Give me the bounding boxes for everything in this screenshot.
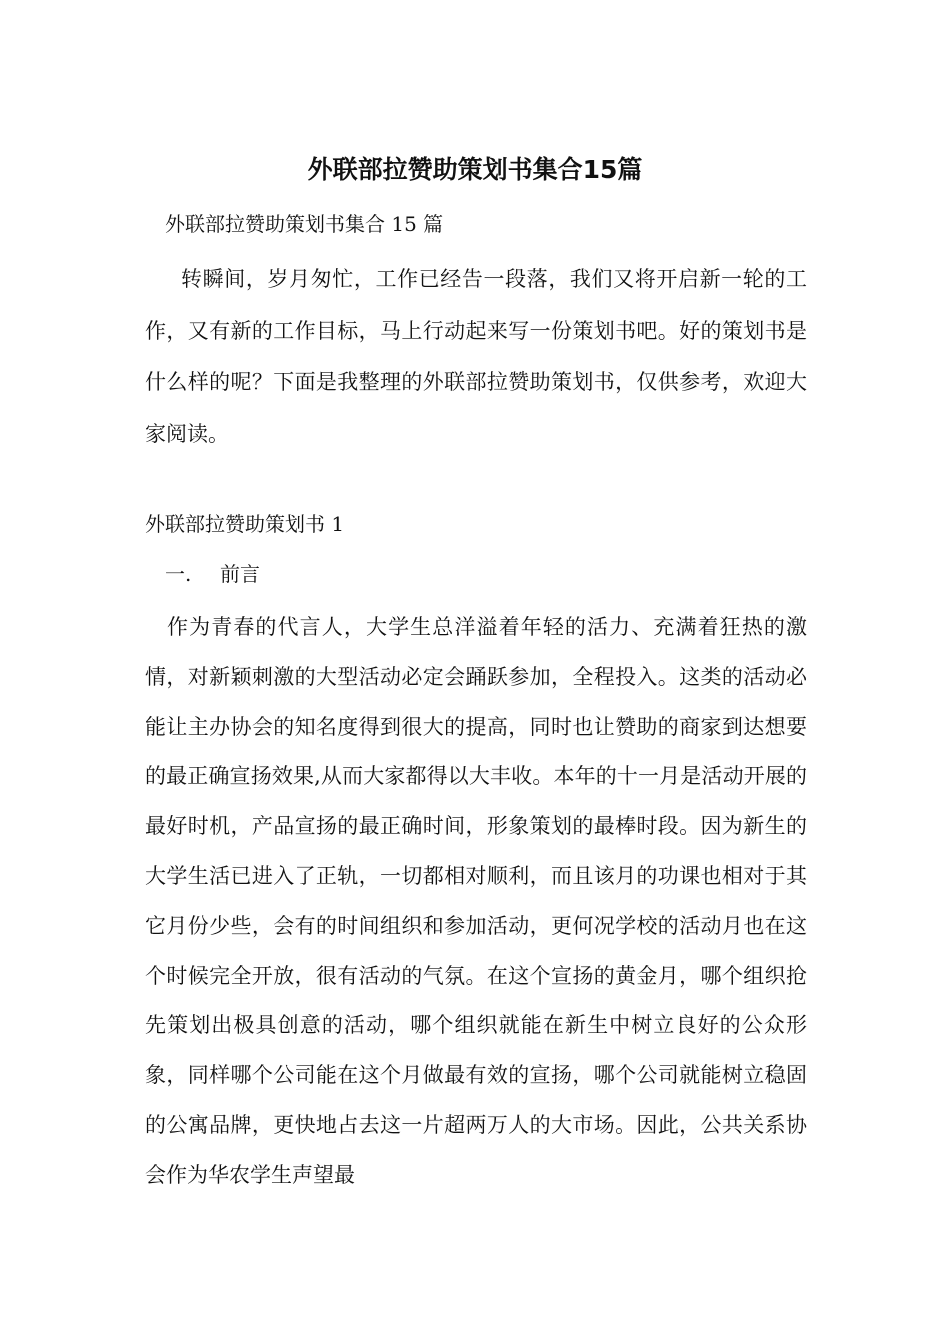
document-subtitle: 外联部拉赞助策划书集合 15 篇 bbox=[165, 212, 444, 236]
sub-heading-text: 前言 bbox=[220, 562, 260, 586]
document-title: 外联部拉赞助策划书集合15篇 bbox=[307, 155, 643, 184]
section-heading: 外联部拉赞助策划书 1 bbox=[145, 512, 345, 536]
sub-heading bbox=[165, 556, 260, 592]
sub-heading-number: 一. bbox=[165, 562, 192, 586]
intro-paragraph: 转瞬间，岁月匆忙，工作已经告一段落，我们又将开启新一轮的工作，又有新的工作目标，马上行动起来写一份策划书吧。好的策划书是什么样的呢？下面是我整理的外联部拉赞助策划书，仅供参考，欢迎大家阅读。 bbox=[145, 267, 807, 446]
body-paragraph: 作为青春的代言人，大学生总洋溢着年轻的活力、充满着狂热的激情，对新颖刺激的大型活动必定会踊跃参加，全程投入。这类的活动必能让主办协会的知名度得到很大的提高，同时也让赞助的商家到达想要的最正确宣扬效果,从而大家都得以大丰收。本年的十一月是活动开展的最好时机，产品宣扬的最正确时间，形象策划的最棒时段。因为新生的大学生活已进入了正轨，一切都相对顺利，而且该月的功课也相对于其它月份少些，会有的时间组织和参加活动，更何况学校的活动月也在这个时候完全开放，很有活动的气氛。在这个宣扬的黄金月，哪个组织抢先策划出极具创意的活动，哪个组织就能在新生中树立良好的公众形象，同样哪个公司能在这个月做最有效的宣扬，哪个公司就能树立稳固的公寓品牌，更快地占去这一片超两万人的大市场。因此，公共关系协会作为华农学生声望最 bbox=[145, 615, 807, 1187]
